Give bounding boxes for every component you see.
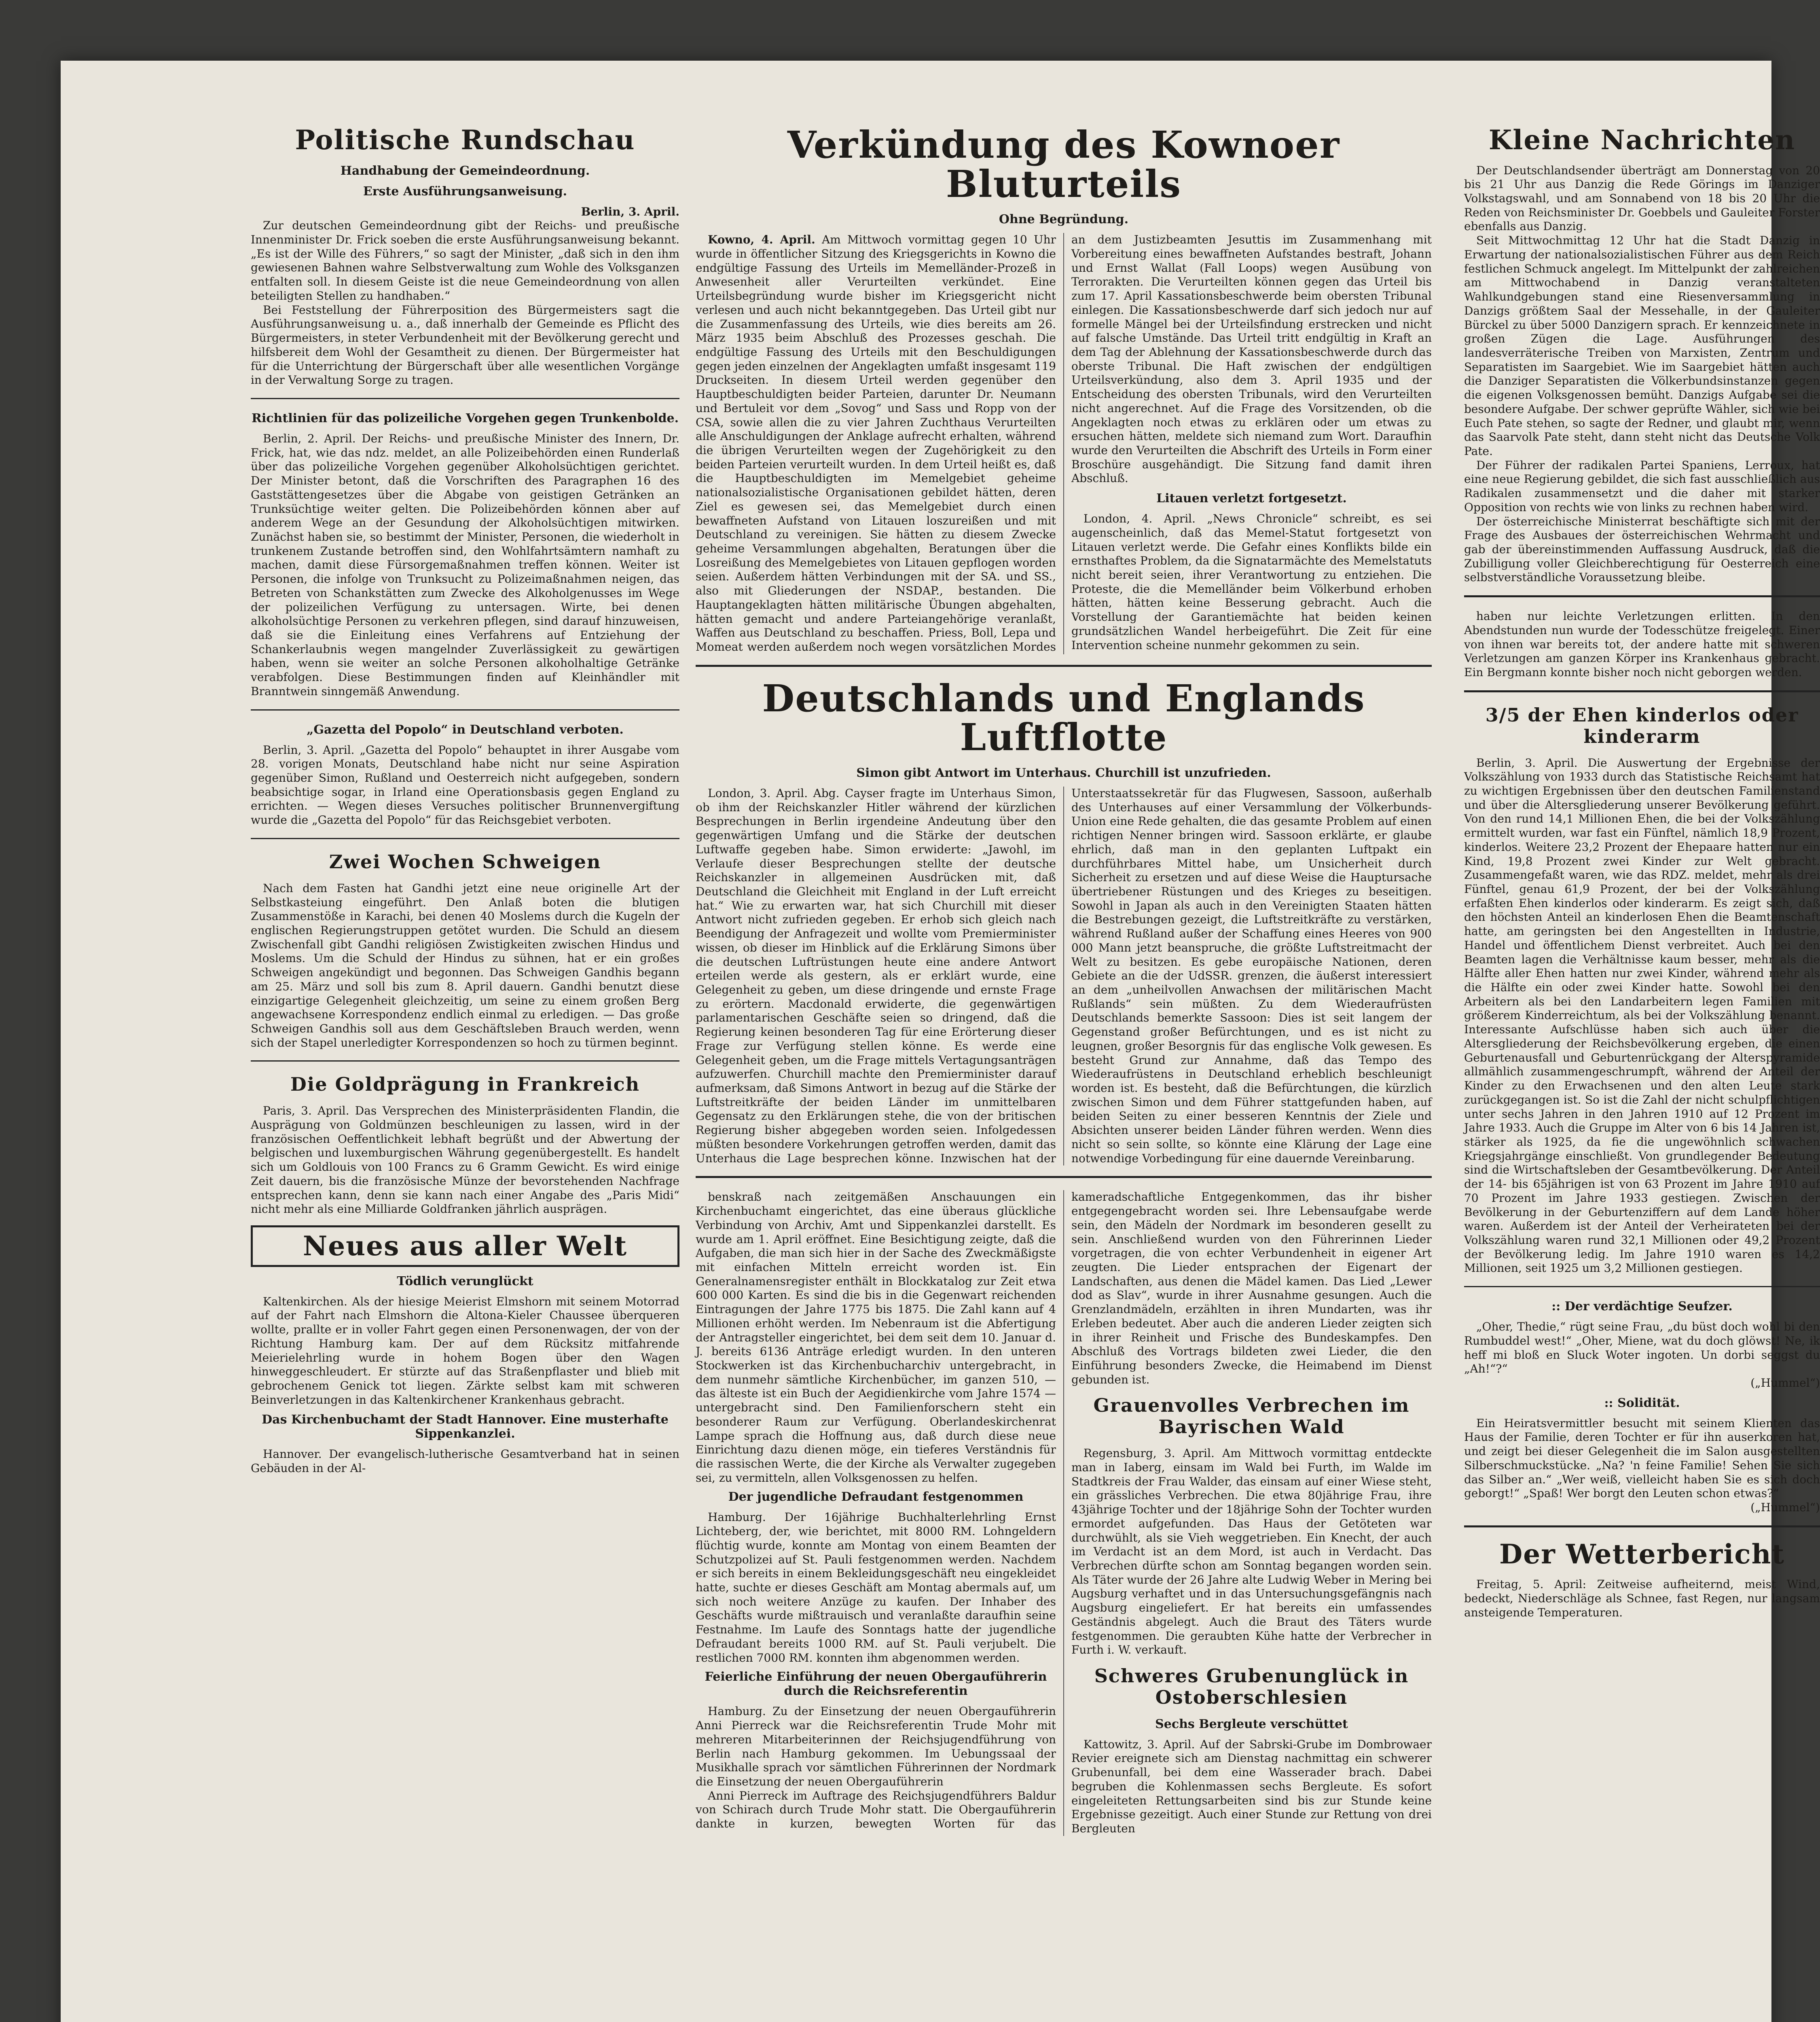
article-text: Nach dem Fasten hat Gandhi jetzt eine neue originelle Art der Selbstkasteiung eingeführt. Den Anlaß boten die blutigen Zusammenstöße in Karachi, bei denen 40 Moslems durch die Kugeln der englischen Regierungstruppen getötet wurden. Die Schuld an diesem Zwischenfall gibt Gandhi religiösen Zwistigkeiten zwischen Hindus und Moslems. Um die Schuld der Hindus zu sühnen, hat er ein großes Schweigen angekündigt und begonnen. Das Schweigen Gandhis begann am 25. März und soll bis zum 8. April dauern. Gandhi benutzt diese einzigartige Gelegenheit gleichzeitig, um seine zu einem großen Berg angewachsene Korrespondenz endlich einmal zu erledigen. — Das große Schweigen Gandhis soll aus dem Geschäftsleben Brauch werden, wenn sich der Stapel unerledigter Korrespondenzen so hoch zu türmen beginnt.	[251, 881, 679, 1049]
divider	[251, 1060, 679, 1062]
column-left	[251, 125, 679, 1476]
subhead-bergleute: Sechs Bergleute verschüttet	[1155, 1717, 1348, 1731]
article-text: Regensburg, 3. April. Am Mittwoch vormittag entdeckte man in Iaberg, einsam im Wald bei Furth, im Walde im Stadtkreis der Frau Walder, das einsam auf einer Wiese steht, ein grässliches Verbrechen. Die etwa 80jährige Frau, ihre 43jährige Tochter und der 18jährige Sohn der Tochter wurden ermordet aufgefunden. Das Haus der Getöteten war durchwühlt, als sie Vieh weggetrieben. Ein Knecht, der auch im Verdacht ist an dem Mord, ist auch in Verdacht. Das Verbrechen dürfte schon am Sonntag begangen worden sein. Als Täter wurde der 26 Jahre alte Ludwig Weber in Mering bei Augsburg verhaftet und in das Untersuchungsgefängnis nach Augsburg eingeliefert. Er hat bereits ein umfassendes Geständnis abgelegt. Auch die Braut des Täters wurde festgenommen. Die geraubten Kühe hatte der Verbrecher in Furth i. W. verkauft.	[1071, 1447, 1432, 1657]
article-columns	[696, 233, 1432, 654]
credit-hummel: („Hummel“)	[1750, 1501, 1820, 1514]
article-text: Berlin, 2. April. Der Reichs- und preußische Minister des Innern, Dr. Frick, hat, wie das ndz. meldet, an alle Polizeibehörden einen Runderlaß über das polizeiliche Vorgehen gegenüber Alkoholsüchtigen gerichtet. Der Minister betont, daß die Vorschriften des Paragraphen 16 des Gaststättengesetzes über die Abgabe von geistigen Getränken an Trunksüchtige weiter gelten. Die Polizeibehörden können aber auf anderem Wege an der Gesundung der Alkoholsüchtigen mitwirken. Zunächst haben sie, so bestimmt der Minister, Personen, die wiederholt in trunkenem Zustande betroffen sind, den Wohlfahrtsämtern namhaft zu machen, damit diese Fürsorgemaßnahmen treffen können. Weiter ist Personen, die infolge von Trunksucht zu Polizeimaßnahmen neigen, das Betreten von Schankstätten zum Zwecke des Alkoholgenusses im Wege der polizeilichen Verfügung zu untersagen. Wirte, bei denen alkoholsüchtige Personen zu verkehren pflegen, sind darauf hinzuweisen, daß sie die Einleitung eines Verfahrens auf Entziehung der Schankerlaubnis wegen mangelnder Zuverlässigkeit zu gewärtigen haben, wenn sie weiter an solche Personen alkoholhaltige Getränke verabfolgen. Diese Bestimmungen finden auf Kleinhändler mit Branntwein sinngemäß Anwendung.	[251, 431, 679, 698]
divider	[1464, 1525, 1820, 1527]
article-text: Kattowitz, 3. April. Auf der Sabrski-Grube im Dombrowaer Revier ereignete sich am Dienstag nachmittag ein schwerer Grubenunfall, bei dem eine Wasserader brach. Dabei begruben die Kohlenmassen sechs Bergleute. Es sofort eingeleiteten Rettungsarbeiten sind bis zur Stunde keine Ergebnisse gezeitigt. Auch einer Stunde zur Rettung von drei Bergleuten	[1071, 1737, 1432, 1836]
anecdote-text: „Oher, Thedie,“ rügt seine Frau, „du büst doch wohl bi den Rumbuddel west!“ „Oher, Miene, wat du doch glöwst! Ne, ik heff mi bloß en Sluck Woter ingoten. Un dorbi seggst du „Ah!“?“	[1464, 1320, 1820, 1376]
subhead-toedlich: Tödlich verunglückt	[397, 1274, 533, 1288]
article-text: Zur deutschen Gemeindeordnung gibt der Reichs- und preußische Innenminister Dr. Frick soeben die erste Ausführungsanweisung bekannt. „Es ist der Wille des Führers,“ so sagt der Minister, „daß sich in den ihm gewiesenen Bahnen wahre Selbstverwaltung zum Wohle des Volksganzen entfalten soll. In diesem Geiste ist die neue Gemeindeordnung von allen beteiligten Stellen zu handhaben.“	[251, 219, 679, 302]
headline-verbrechen: Grauenvolles Verbrechen im Bayrischen Wald	[1093, 1394, 1410, 1438]
dateline-kowno: Kowno, 4. April.	[708, 233, 815, 247]
lower-columns	[696, 1190, 1432, 1836]
article-text: Anni Pierreck im Auftrage des Reichsjugendführers Baldur von Schirach durch Trude Mohr statt. Die Obergauführerin dankte in kurzen, bewegten Worten für das kameradschaftliche Entgegenkommen, das ihr bisher entgegengebracht worden sei. Ihre Lebensaufgabe werde sein, den Mädeln der Nordmark im besonderen gesellt zu sein. Anschließend wurden von den Führerinnen Lieder vorgetragen, die von echter Verbundenheit in eigener Art zeugten. Die Lieder entsprachen der Eigenart der Landschaften, aus denen die Mädel kamen. Das Lied „Lewer dod as Slav“, wurde in ihrer Ausnahme gesungen. Auch die Grenzlandmädeln, erzählten in ihren Mundarten, was ihr Erleben bedeutet. Aber auch die anderen Lieder zeigten sich in ihrer Reinheit und Frische des Bundeskampfes. Den Abschluß des Vortrags bildeten zwei Lieder, die den Einführung besonders Zwecke, die Heimabend im Dienst gebunden ist.	[696, 1190, 1432, 1831]
headline-rundschau: Politische Rundschau	[295, 124, 635, 156]
subhead-simon: Simon gibt Antwort im Unterhaus. Churchill ist unzufrieden.	[856, 766, 1271, 780]
article-text: London, 3. April. Abg. Cayser fragte im Unterhaus Simon, ob ihm der Reichskanzler Hitler während der kürzlichen Besprechungen in Berlin irgendeine Andeutung über den gegenwärtigen Umfang und die Stärke der deutschen Luftwaffe gegeben habe. Simon erwiderte: „Jawohl, im Verlaufe dieser Besprechungen stellte der deutsche Reichskanzler in allgemeinen Ausdrücken mit, daß Deutschland die Gleichheit mit England in der Luft erreicht hat.“ Wie zu erwarten war, hat sich Churchill mit dieser Antwort nicht zufrieden gegeben. Er erhob sich gleich nach Beendigung der Anfragezeit und wollte vom Premierminister wissen, ob dieser im Hinblick auf die Erklärung Simons über die deutschen Luftrüstungen heute eine andere Antwort erteilen werde als gestern, als er erklärt wurde, eine Gelegenheit zu geben, um diese dringende und ernste Frage zu erörtern. Macdonald erwiderte, die gegenwärtigen parlamentarischen Geschäfte seien so dringend, daß die Regierung keinen besonderen Tag für eine Erörterung dieser Frage zur Verfügung stellen könne. Es werde eine Gelegenheit geben, um die Frage mittels Vertagungsanträgen aufzuwerfen. Churchill machte den Premierminister darauf aufmerksam, daß Simons Antwort in bezug auf die Stärke der Luftstreitkräfte der beiden Länder im unmittelbaren Gegensatz zu den Erklärungen stehe, die von der britischen Regierung bisher abgegeben worden seien. Infolgedessen müßten besondere Vorkehrungen getroffen werden, damit das Unterhaus die Lage besprechen könne. Inzwischen hat der Unterstaatssekretär für das Flugwesen, Sassoon, außerhalb des Unterhauses auf einer Versammlung der Völkerbunds-Union eine Rede gehalten, die das gesamte Problem auf einen richtigen Nenner bringen wird. Sassoon erklärte, er glaube ehrlich, daß man in den geplanten Luftpakt ein durchführbares Mittel habe, um Unsicherheit durch Sicherheit zu ersetzen und auf diese Weise die Hauptursache übertriebener Rüstungen und des Krieges zu beseitigen. Sowohl in Japan als auch in den Vereinigten Staaten hätten die Bestrebungen gezeigt, die Luftstreitkräfte zu verstärken, während Rußland außer der Schaffung eines Heeres von 900 000 Mann jetzt beanspruche, die größte Luftstreitmacht der Welt zu besitzen. Es gebe europäische Nationen, deren Gebiete an die der UdSSR. grenzen, die äußerst interessiert an dem „unheilvollen Anwachsen der militärischen Macht Rußlands“ sein müßten. Zu dem Wiederaufrüsten Deutschlands bemerkte Sassoon: Dies ist seit langem der Gegenstand großer Befürchtungen, und es ist nicht zu leugnen, großer Besorgnis für das englische Volk gewesen. Es besteht Grund zur Annahme, daß das Tempo des Wiederaufrüstens in Deutschland erheblich beschleunigt worden ist. Es besteht, daß die Befürchtungen, die kürzlich zwischen Simon und dem Führer stattgefunden haben, auf beiden Seiten zu einer besseren Kenntnis der Ziele und Absichten unserer beiden Länder führen werden. Wenn dies nicht so sein sollte, so könnte eine Klärung der Lage eine notwendige Vorbedingung für eine dauernde Vereinbarung.	[696, 786, 1432, 1165]
article-text: Berlin, 3. April. Die Auswertung der Ergebnisse der Volkszählung von 1933 durch das Statistische Reichsamt hat zu wichtigen Ergebnissen über den deutschen Familienstand und über die Altersgliederung unserer Bevölkerung geführt. Von den rund 14,1 Millionen Ehen, die bei der Volkszählung ermittelt wurden, war fast ein Fünftel, nämlich 18,9 Prozent, kinderlos. Weitere 23,2 Prozent der Ehepaare hatten nur ein Kind, 19,8 Prozent zwei Kinder zur Welt gebracht. Zusammengefaßt waren, wie das RDZ. meldet, mehr als drei Fünftel, genau 61,9 Prozent, der bei der Volkszählung erfaßten Ehen kinderlos oder kinderarm. Es zeigt sich, daß den höchsten Anteil an kinderlosen Ehen die Beamtenschaft hatte, am geringsten bei den Angestellten in Industrie, Handel und öffentlichem Dienst verbreitet. Auch bei den Beamten lagen die Verhältnisse kaum besser, mehr als die Hälfte aller Ehen hatten nur zwei Kinder, während mehr als die Hälfte ein oder zwei Kinder hatte. Sowohl bei den Arbeitern als bei den Landarbeitern legen Familien mit größerem Kinderreichtum, als bei der Volkszählung benannt. Interessante Aufschlüsse haben sich auch über die Altersgliederung der Reichsbevölkerung ergeben, die einen Geburtenausfall und Geburtenrückgang der Alterspyramide allmählich zusammengeschrumpft, während der Anteil der Kinder zu den Erwachsenen und den alten Leute stark zurückgegangen ist. So ist die Zahl der nicht schulpflichtigen unter sechs Jahren in den Jahren 1910 auf 12 Prozent im Jahre 1933. Auch die Gruppe im Alter von 6 bis 14 Jahren ist, stärker als 1925, da fie die ungewöhnlich schwachen Kriegsjahrgänge einschließt. Von grundlegender Bedeutung sind die Wirtschaftsleben der Gesamtbevölkerung. Der Anteil der 14- bis 65jährigen ist von 63 Prozent im Jahre 1910 auf 70 Prozent im Jahre 1933 gestiegen. Zwischen der Bevölkerung in der Geburtenziffern auf dem Lande höher waren. Außerdem ist der Anteil der Verheirateten bei der Volkszählung waren rund 32,1 Millionen oder 49,2 Prozent der Bevölkerung ledig. Im Jahre 1910 waren es 14,2 Millionen, seit 1925 um 3,2 Millionen gestiegen.	[1464, 756, 1820, 1275]
subhead-litauen: Litauen verletzt fortgesetzt.	[1156, 491, 1347, 506]
divider	[251, 398, 679, 399]
news-item: haben nur leichte Verletzungen erlitten. In den Abendstunden nun wurde der Todesschütze freigelegt. Einer von ihnen war bereits tot, der andere hatte mit schweren Verletzungen am ganzen Körper ins Krankenhaus gebracht. Ein Bergmann konnte bisher noch nicht geborgen werden.	[1464, 609, 1820, 679]
headline-kleine-nachrichten: Kleine Nachrichten	[1488, 124, 1796, 156]
article-columns	[696, 787, 1432, 1165]
article-text: Paris, 3. April. Das Versprechen des Ministerpräsidenten Flandin, die Ausprägung von Goldmünzen beschleunigen zu lassen, wird in der französischen Oeffentlichkeit lebhaft begrüßt und der Abwertung der belgischen und luxemburgischen Währung gegenübergestellt. Es handelt sich um Goldlouis von 100 Francs zu 6 Gramm Gewicht. Es wird einige Zeit dauern, bis die französische Münze der bevorstehenden Nachfrage entsprechen kann, denn sie kann nach einer Angabe des „Paris Midi“ nicht mehr als eine Milliarde Goldfranken jährlich ausprägen.	[251, 1104, 679, 1216]
news-item: Der österreichische Ministerrat beschäftigte sich mit der Frage des Ausbaues der österreichischen Wehrmacht und gab der übereinstimmenden Auffassung Ausdruck, daß die Zubilligung voller Gleichberechtigung für Oesterreich eine selbstverständliche Voraussetzung bleibe.	[1464, 514, 1820, 584]
subhead-soliditaet: :: Solidität.	[1604, 1396, 1680, 1410]
subhead-kirchenbuch: Das Kirchenbuchamt der Stadt Hannover. Eine musterhafte Sippenkanzlei.	[262, 1413, 669, 1441]
article-text: Hannover. Der evangelisch-lutherische Gesamtverband hat in seinen Gebäuden in der Al-	[251, 1447, 679, 1475]
weather-text: Freitag, 5. April: Zeitweise aufheiternd, meist Wind, bedeckt, Niederschläge als Schnee, fast Regen, nur langsam ansteigende Temperaturen.	[1464, 1578, 1820, 1619]
article-body: Am Mittwoch vormittag gegen 10 Uhr wurde in öffentlicher Sitzung des Kriegsgerichts in Kowno die endgültige Fassung des Urteils im Memelländer-Prozeß in Anwesenheit aller Verurteilten verkündet. Eine Urteilsbegründung wurde bisher im Kriegsgericht nicht verlesen und auch nicht bekanntgegeben. Das Urteil gibt nur die Zusammenfassung des Urteils, wie dies bereits am 26. März 1935 beim Abschluß des Prozesses geschah. Die endgültige Fassung des Urteils mit den Beschuldigungen gegen jeden einzelnen der Angeklagten umfaßt insgesamt 119 Druckseiten. In diesem Urteil werden gegenüber den Hauptbeschuldigten beider Parteien, darunter Dr. Neumann und Bertuleit vor dem „Sovog“ und Sass und Ropp von der CSA, sowie allen die zu vier Jahren Zuchthaus Verurteilten alle Anschuldigungen der Anklage aufrecht erhalten, während die übrigen Verurteilten wegen der Zugehörigkeit zu den beiden Parteien verurteilt wurden. In dem Urteil heißt es, daß die Hauptbeschuldigten im Memelgebiet geheime nationalsozialistische Organisationen gebildet hätten, deren Ziel es gewesen sei, das Memelgebiet durch einen bewaffneten Aufstand von Litauen loszureißen und mit Deutschland zu vereinigen. Sie hätten zu diesem Zwecke geheime Versammlungen abgehalten, Beratungen über die Losreißung des Memelgebietes von Litauen gepflogen worden seien. Außerdem hätten Verbindungen mit der SA. und SS., also mit Gliederungen der NSDAP., bestanden. Die Hauptangeklagten hätten militärische Übungen abgehalten, hätten gemacht und andere Parteiangehörige veranlaßt, Waffen aus Deutschland zu beschaffen. Priess, Boll, Lepa und Momeat werden außerdem noch wegen vorsätzlichen Mordes an dem Justizbeamten Jesuttis im Zusammenhang mit Vorbereitung eines bewaffneten Aufstandes bestraft, Johann und Ernst Wallat (Fall Loops) wegen Ausübung von Terrorakten. Die Verurteilten können gegen das Urteil bis zum 17. April Kassationsbeschwerde beim obersten Tribunal einlegen. Die Kassationsbeschwerde darf sich jedoch nur auf formelle Mängel bei der Urteilsfindung erstrecken und nicht auf falsche Umstände. Das Urteil tritt endgültig in Kraft an dem Tag der Ablehnung der Kassationsbeschwerde durch das oberste Tribunal. Die Haft zwischen der endgültigen Urteilsverkündung, also dem 3. April 1935 und der Entscheidung des obersten Tribunals, wird den Verurteilten nicht angerechnet. Auf die Frage des Vorsitzenden, ob die Angeklagten noch etwas zu erklären oder um etwas zu ersuchen hätten, meldete sich niemand zum Wort. Daraufhin wurde den Verurteilten die Abschrift des Urteils in Form einer Broschüre ausgehändigt. Die Sitzung fand damit ihren Abschluß.	[696, 233, 1432, 654]
headline-neues: Neues aus aller Welt	[303, 1230, 628, 1262]
article-text: Hamburg. Der 16jährige Buchhalterlehrling Ernst Lichteberg, der, wie berichtet, mit 8000 RM. Lohngeldern flüchtig wurde, konnte am Montag von einem Beamten der Schutzpolizei auf St. Pauli festgenommen werden. Nachdem er sich bereits in einem Bekleidungsgeschäft neu eingekleidet hatte, suchte er dieses Geschäft am Montag abermals auf, um sich noch weitere Anzüge zu kaufen. Der Inhaber des Geschäfts wurde mißtrauisch und veranlaßte daraufhin seine Festnahme. Im Laufe des Sonntags hatte der jugendliche Defraudant bereits 1000 RM. auf St. Pauli verjubelt. Die restlichen 7000 RM. konnten ihm abgenommen werden.	[696, 1510, 1056, 1665]
article-text: Bei Feststellung der Führerposition des Bürgermeisters sagt die Ausführungsanweisung u. a., daß innerhalb der Gemeinde es Pflicht des Bürgermeisters, in steter Verbundenheit mit der Bevölkerung gerecht und hilfsbereit dem Wohl der Gesamtheit zu dienen. Der Bürgermeister hat für die Unterrichtung der Bürgerschaft über alle wesentlichen Vorgänge in der Verwaltung Sorge zu tragen.	[251, 303, 679, 387]
dateline-berlin: Berlin, 3. April.	[581, 205, 679, 218]
headline-grubenunglueck: Schweres Grubenunglück in Ostoberschlesien	[1094, 1665, 1409, 1708]
news-item: Seit Mittwochmittag 12 Uhr hat die Stadt Danzig in Erwartung der nationalsozialistischen Führer aus dem Reich festlichen Schmuck angelegt. Im Mittelpunkt der zahlreichen am Mittwochabend in Danzig veranstalteten Wahlkundgebungen stand eine Riesenversammlung in Danzigs größtem Saal der Messehalle, in der Gauleiter Bürckel zu über 5000 Danzigern sprach. Er kennzeichnete in großen Zügen die Lage. Ausführungen des landesverräterische Treiben von Marxisten, Zentrum und Separatisten im Saargebiet. Wie im Saargebiet hätten auch die Danziger Separatisten die Völkerbundsinstanzen gegen die eigenen Volksgenossen bemüht. Danzigs Aufgabe sei die besondere Aufgabe. Der schwer geprüfte Wähler, sich wie bei Euch Pate stehen, so sagte der Redner, und glaubt mir, wenn das Saarvolk Pate steht, dann steht nicht das Deutsche Volk Pate.	[1464, 234, 1820, 458]
subhead-richtlinien: Richtlinien für das polizeiliche Vorgehen gegen Trunkenbolde.	[251, 411, 679, 425]
divider	[696, 1176, 1432, 1178]
headline-wetterbericht: Der Wetterbericht	[1499, 1538, 1785, 1570]
article-text: Kaltenkirchen. Als der hiesige Meierist Elmshorn mit seinem Motorrad auf der Fahrt nach Elmshorn die Altona-Kieler Chaussee überqueren wollte, prallte er in voller Fahrt gegen einen Personenwagen, der von der Richtung Hamburg kam. Der auf dem Rücksitz mitfahrende Meierielehrling wurde in hohem Bogen über den Wagen hinweggeschleudert. Er stürzte auf das Straßenpflaster und blieb mit gebrochenem Genick tot liegen. Zärkte selbst kam mit schweren Beinverletzungen in das Kaltenkirchener Krankenhaus gebracht.	[251, 1294, 679, 1407]
divider	[696, 665, 1432, 667]
divider	[1464, 595, 1820, 597]
headline-ehen: 3/5 der Ehen kinderlos oder kinderarm	[1485, 704, 1799, 747]
divider	[251, 838, 679, 839]
news-item: Der Deutschlandsender überträgt am Donnerstag von 20 bis 21 Uhr aus Danzig die Rede Görings im Danziger Volkstagswahl, und am Sonnabend von 18 bis 20 Uhr die Reden von Reichsminister Dr. Goebbels und Gauleiter Forster ebenfalls aus Danzig.	[1464, 163, 1820, 233]
section-frame	[251, 1225, 679, 1267]
column-right	[1464, 125, 1820, 1620]
newspaper-page	[61, 61, 1820, 2022]
news-item: Der Führer der radikalen Partei Spaniens, Lerroux, hat eine neue Regierung gebildet, die sich fast ausschließlich aus Radikalen zusammensetzt und die daher mit starker Opposition von rechts wie von links zu rechnen haben wird.	[1464, 458, 1820, 514]
headline-gold: Die Goldprägung in Frankreich	[290, 1073, 640, 1096]
article-text: London, 4. April. „News Chronicle“ schreibt, es sei augenscheinlich, daß das Memel-Statut fortgesetzt von Litauen verletzt werde. Die Gefahr eines Konflikts bilde ein ernsthaftes Problem, da die Signatarmächte des Memelstatuts nicht bereit seien, ihrer Verantwortung zu entziehen. Die Proteste, die die Memelländer beim Völkerbund erhoben hätten, hätten keine Besserung gebracht. Auch die Vorstellung der Garantiemächte hat beiden keinen grundsätzlichen Wandel herbeigeführt. Die Zeit für eine Intervention scheine nunmehr gekommen zu sein.	[1071, 512, 1432, 652]
article-text: benskraß nach zeitgemäßen Anschauungen ein Kirchenbuchamt eingerichtet, das eine überaus glückliche Verbindung von Archiv, Amt und Sippenkanzlei darstellt. Es wurde am 1. April eröffnet. Eine Besichtigung zeigte, daß die Aufgaben, die man sich hier in der Sache des Zweckmäßigste mit einfachen Mitteln erreicht worden ist. Ein Generalnamensregister enthält in Blockkatalog zur Zeit etwa 600 000 Karten. Es sind die bis in die Gegenwart reichenden Eintragungen der Jahre 1775 bis 1875. Die Zahl kann auf 4 Millionen erhöht werden. Im Nebenraum ist die Abfertigung der Antragsteller eingerichtet, bei dem seit dem 10. Januar d. J. bereits 6136 Anträge erledigt wurden. In den unteren Stockwerken ist das Kirchenbucharchiv untergebracht, in dem nunmehr sämtliche Kirchenbücher, im ganzen 510, — das älteste ist ein Buch der Aegidienkirche vom Jahre 1574 — untergebracht sind. Den Familienforschern steht ein besonderer Raum zur Verfügung. Oberlandeskirchenrat Lampe sprach die Hoffnung aus, daß durch diese neue Einrichtung dazu dienen möge, ein tieferes Verständnis für die rassischen Werte, die der Kirche als Verwalter zugegeben sei, zu vermitteln, allen Volksgenossen zu helfen.	[696, 1190, 1056, 1485]
article-text: Hamburg. Zu der Einsetzung der neuen Obergauführerin Anni Pierreck war die Reichsreferentin Trude Mohr mit mehreren Mitarbeiterinnen der Reichsjugendführung von Berlin nach Hamburg gekommen. Im Uebungssaal der Musikhalle sprach vor sämtlichen Führerinnen der Nordmark die Einsetzung der neuen Obergauführerin	[696, 1705, 1056, 1788]
anecdote-text: Ein Heiratsvermittler besucht mit seinem Klienten das Haus der Familie, deren Tochter er für ihn auserkoren hat, und zeigt bei dieser Gelegenheit die im Salon ausgestellten Silberschmuckstücke. „Na? 'n feine Familie! Sehen Sie sich das Silber an.“ „Wer weiß, vielleicht haben Sie es sich doch geborgt!“ „Spaß! Wer borgt den Leuten schon etwas?“	[1464, 1416, 1820, 1500]
subhead-gemeinde: Handhabung der Gemeindeordnung.	[340, 163, 590, 178]
subhead-seufzer: :: Der verdächtige Seufzer.	[1551, 1299, 1733, 1314]
headline-luftflotte: Deutschlands und Englands Luftflotte	[762, 676, 1365, 759]
subhead-begruendung: Ohne Begründung.	[999, 212, 1129, 227]
headline-bluturteil: Verkündung des Kownoer Bluturteils	[787, 123, 1340, 206]
subhead-einfuehrung: Feierliche Einführung der neuen Obergauführerin durch die Reichsreferentin	[705, 1670, 1047, 1698]
subhead-gazetta: „Gazetta del Popolo“ in Deutschland verboten.	[307, 722, 624, 737]
column-center	[696, 125, 1432, 1836]
subhead-defraudant: Der jugendliche Defraudant festgenommen	[728, 1490, 1024, 1504]
credit-hummel: („Hummel“)	[1750, 1376, 1820, 1390]
article-text: Berlin, 3. April. „Gazetta del Popolo“ behauptet in ihrer Ausgabe vom 28. vorigen Monats, Deutschland habe nicht nur seine Aspiration gegenüber Simon, Rußland und Oesterreich nicht aufgegeben, sondern beabsichtige sogar, in Irland eine Operationsbasis gegen England zu errichten. — Wegen dieses Versuches politischer Brunnenvergiftung wurde die „Gazetta del Popolo“ für das Reichsgebiet verboten.	[251, 743, 679, 827]
divider	[1464, 1286, 1820, 1287]
divider	[1464, 690, 1820, 692]
divider	[251, 709, 679, 711]
subhead-ausfuehrung: Erste Ausführungsanweisung.	[363, 184, 567, 199]
headline-schweigen: Zwei Wochen Schweigen	[329, 850, 601, 873]
